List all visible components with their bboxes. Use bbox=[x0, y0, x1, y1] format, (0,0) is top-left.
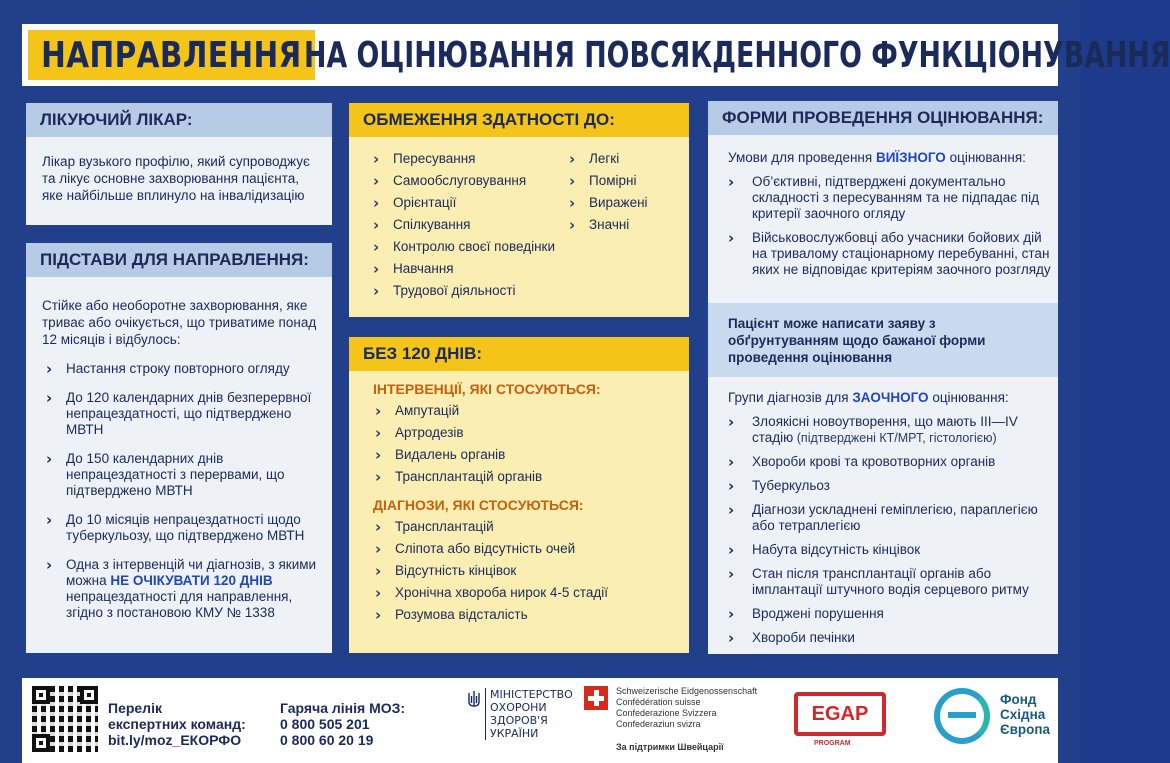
onsite-list bbox=[708, 174, 1058, 278]
list-item: › Набута відсутність кінцівок bbox=[728, 541, 921, 559]
chevron-right-icon: › bbox=[375, 562, 382, 580]
swiss-logo: Schweizerische Eidgenossenschaft Confédération suisse Confederazione Svizzera Confederaziun svizra bbox=[584, 686, 757, 730]
swiss-flag-icon bbox=[584, 686, 608, 710]
list-item: › Контролю своєї поведінки bbox=[373, 238, 555, 256]
chevron-right-icon: › bbox=[728, 173, 735, 191]
title-highlight: НАПРАВЛЕННЯ bbox=[28, 30, 315, 80]
list-item: › До 120 календарних днів безперервної непрацездатності, що підтверджено МВТН bbox=[46, 389, 312, 437]
list-item: › Військовослужбовці або учасники бойових дій на тривалому стаціонарному перебуванні, стан яких не відповідає критеріям заочного розгляду bbox=[728, 229, 1051, 277]
list-item: › Пересування bbox=[373, 150, 476, 168]
grounds-intro: Стійке або необоротне захворювання, яке триває або очікується, що триватиме понад 12 місяців і відбулось: bbox=[42, 298, 317, 347]
swiss-support-text: За підтримки Швейцарії bbox=[616, 742, 724, 752]
list-item: › Вроджені порушення bbox=[728, 605, 884, 623]
list-item: › Артродезів bbox=[375, 424, 464, 442]
chevron-right-icon: › bbox=[728, 565, 735, 583]
chevron-right-icon: › bbox=[375, 540, 382, 558]
fund-logo-icon bbox=[934, 688, 990, 744]
expert-teams-link[interactable]: bit.ly/moz_ЕКОРФО bbox=[108, 732, 242, 748]
list-item: › Сліпота або відсутність очей bbox=[375, 540, 576, 558]
chevron-right-icon: › bbox=[569, 172, 576, 190]
chevron-right-icon: › bbox=[569, 194, 576, 212]
chevron-right-icon: › bbox=[373, 282, 380, 300]
panel-without-120-days bbox=[349, 337, 689, 653]
chevron-right-icon: › bbox=[373, 216, 380, 234]
list-item: › Хронічна хвороба нирок 4-5 стадії bbox=[375, 584, 609, 602]
list-item: › До 150 календарних днів непрацездатності з перервами, що підтверджено МВТН bbox=[46, 450, 285, 498]
chevron-right-icon: › bbox=[373, 172, 380, 190]
title-bar bbox=[22, 24, 1170, 86]
list-item: › Настання строку повторного огляду bbox=[46, 360, 290, 378]
list-item: › Трудової діяльності bbox=[373, 282, 516, 300]
limits-heading: ОБМЕЖЕННЯ ЗДАТНОСТІ ДО: bbox=[349, 103, 689, 137]
diagnoses-list bbox=[349, 519, 689, 623]
list-item: › Об’єктивні, підтверджені документально складності з пересуванням та не підпадає під критерії заочного огляду bbox=[728, 173, 1039, 221]
chevron-right-icon: › bbox=[373, 194, 380, 212]
chevron-right-icon: › bbox=[728, 477, 735, 495]
list-item: › Туберкульоз bbox=[728, 477, 830, 495]
list-item: › До 10 місяців непрацездатності щодо туберкульозу, що підтверджено МВТН bbox=[46, 511, 305, 543]
interventions-list bbox=[349, 403, 689, 485]
chevron-right-icon: › bbox=[569, 216, 576, 234]
expert-teams-info: Перелік експертних команд: bit.ly/moz_ЕКОРФО bbox=[108, 700, 246, 748]
list-item: › Стан після трансплантації органів або імплантації штучного водія серцевого ритму bbox=[728, 565, 1029, 597]
list-item: › Навчання bbox=[373, 260, 454, 278]
chevron-right-icon: › bbox=[375, 424, 382, 442]
chevron-right-icon: › bbox=[46, 511, 53, 529]
panel-grounds bbox=[26, 243, 332, 653]
remote-groups-title: Групи діагнозів для ЗАОЧНОГО оцінювання: bbox=[728, 390, 1009, 405]
chevron-right-icon: › bbox=[373, 238, 380, 256]
list-item: › Злоякісні новоутворення, що мають III—IV стадію (підтверджені КТ/МРТ, гістологією) bbox=[728, 413, 1018, 445]
limits-severity-list bbox=[565, 151, 685, 305]
chevron-right-icon: › bbox=[728, 453, 735, 471]
remote-list bbox=[708, 414, 1058, 646]
chevron-right-icon: › bbox=[569, 150, 576, 168]
chevron-right-icon: › bbox=[728, 229, 735, 247]
list-item: › Хвороби печінки bbox=[728, 629, 855, 647]
qr-code-icon[interactable] bbox=[32, 686, 98, 752]
panel-forms bbox=[708, 101, 1058, 654]
chevron-right-icon: › bbox=[375, 606, 382, 624]
grounds-heading: ПІДСТАВИ ДЛЯ НАПРАВЛЕННЯ: bbox=[26, 243, 332, 277]
list-item: › Трансплантацій bbox=[375, 518, 494, 536]
title-rest: НА ОЦІНЮВАННЯ ПОВСЯКДЕННОГО ФУНКЦІОНУВАННЯ bbox=[304, 34, 1170, 76]
diagnoses-heading: ДІАГНОЗИ, ЯКІ СТОСУЮТЬСЯ: bbox=[373, 497, 584, 513]
chevron-right-icon: › bbox=[373, 150, 380, 168]
list-item: › Діагнози ускладнені геміплегією, параплегією або тетраплегією bbox=[728, 501, 1038, 533]
list-item: › Самообслуговування bbox=[373, 172, 527, 190]
chevron-right-icon: › bbox=[375, 518, 382, 536]
hotline-phone-2: 0 800 60 20 19 bbox=[280, 732, 374, 748]
list-item: › Помірні bbox=[569, 172, 637, 190]
list-item: › Відсутність кінцівок bbox=[375, 562, 517, 580]
list-item: › Легкі bbox=[569, 150, 620, 168]
doctor-text: Лікар вузького профілю, який супроводжує та лікує основне захворювання пацієнта, яке найбільше вплинуло на інвалідизацію bbox=[42, 154, 310, 203]
chevron-right-icon: › bbox=[728, 413, 735, 431]
list-item: › Ампутацій bbox=[375, 402, 460, 420]
chevron-right-icon: › bbox=[375, 402, 382, 420]
list-item: › Хвороби крові та кровотворних органів bbox=[728, 453, 996, 471]
patient-note: Пацієнт може написати заяву з обґрунтуванням щодо бажаної форми проведення оцінювання bbox=[708, 303, 1058, 377]
footer bbox=[22, 678, 1058, 763]
onsite-conditions-title: Умови для проведення ВИЇЗНОГО оцінювання: bbox=[728, 150, 1026, 165]
grounds-list bbox=[42, 361, 320, 621]
chevron-right-icon: › bbox=[46, 389, 53, 407]
hotline-info: Гаряча лінія МОЗ: 0 800 505 201 0 800 60 20 19 bbox=[280, 700, 406, 748]
trident-icon bbox=[467, 690, 481, 708]
chevron-right-icon: › bbox=[728, 629, 735, 647]
list-item: › Одна з інтервенцій чи діагнозів, з якими можна НЕ ОЧІКУВАТИ 120 ДНІВ непрацездатності для направлення, згідно з постановою КМУ № 1338 bbox=[46, 556, 317, 620]
chevron-right-icon: › bbox=[728, 501, 735, 519]
list-item: › Орієнтації bbox=[373, 194, 457, 212]
chevron-right-icon: › bbox=[375, 446, 382, 464]
list-item: › Трансплантацій органів bbox=[375, 468, 543, 486]
limits-abilities-list bbox=[369, 151, 565, 305]
hotline-phone-1: 0 800 505 201 bbox=[280, 716, 370, 732]
chevron-right-icon: › bbox=[728, 541, 735, 559]
chevron-right-icon: › bbox=[46, 450, 53, 468]
egap-program-label: PROGRAM bbox=[814, 740, 851, 747]
chevron-right-icon: › bbox=[375, 468, 382, 486]
no-wait-highlight: НЕ ОЧІКУВАТИ 120 ДНІВ bbox=[110, 573, 273, 588]
chevron-right-icon: › bbox=[375, 584, 382, 602]
chevron-right-icon: › bbox=[46, 556, 53, 574]
doctor-heading: ЛІКУЮЧИЙ ЛІКАР: bbox=[26, 103, 332, 137]
chevron-right-icon: › bbox=[728, 605, 735, 623]
list-item: › Виражені bbox=[569, 194, 648, 212]
no120-heading: БЕЗ 120 ДНІВ: bbox=[349, 337, 689, 371]
chevron-right-icon: › bbox=[373, 260, 380, 278]
interventions-heading: ІНТЕРВЕНЦІЇ, ЯКІ СТОСУЮТЬСЯ: bbox=[373, 381, 601, 397]
list-item: › Значні bbox=[569, 216, 630, 234]
egap-logo: EGAP bbox=[794, 692, 886, 736]
list-item: › Спілкування bbox=[373, 216, 471, 234]
forms-heading: ФОРМИ ПРОВЕДЕННЯ ОЦІНЮВАННЯ: bbox=[708, 101, 1058, 135]
panel-limits bbox=[349, 103, 689, 317]
panel-doctor bbox=[26, 103, 332, 225]
fund-name: Фонд Східна Європа bbox=[1000, 692, 1051, 737]
ministry-logo: МІНІСТЕРСТВО ОХОРОНИ ЗДОРОВ'Я УКРАЇНИ bbox=[467, 688, 573, 740]
chevron-right-icon: › bbox=[46, 360, 53, 378]
list-item: › Видалень органів bbox=[375, 446, 506, 464]
list-item: › Розумова відсталість bbox=[375, 606, 528, 624]
